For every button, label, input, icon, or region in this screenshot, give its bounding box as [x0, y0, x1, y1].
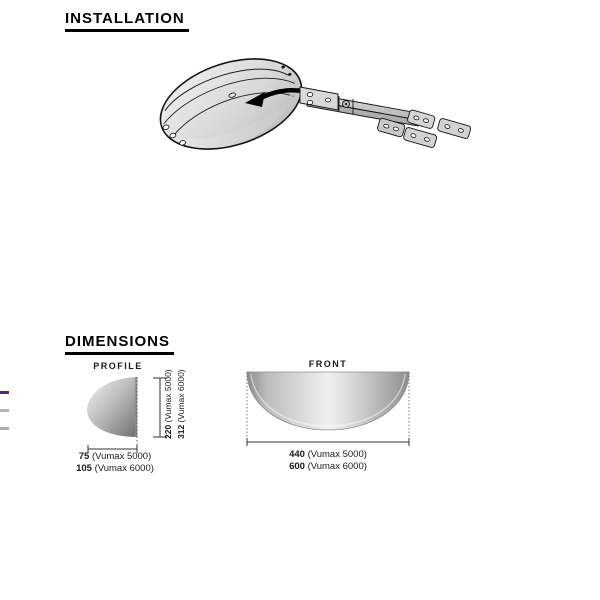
front-dome-shape [247, 372, 409, 430]
dimensions-heading: DIMENSIONS [65, 333, 174, 355]
front-label: FRONT [308, 359, 348, 369]
edge-mark-gray-1 [0, 409, 9, 412]
profile-label: PROFILE [93, 361, 143, 371]
edge-mark-purple [0, 391, 9, 394]
profile-height-label-1: 220 (Vumax 5000) [163, 369, 173, 439]
edge-mark-gray-2 [0, 427, 9, 430]
profile-depth-label-1: 75 (Vumax 5000) [78, 451, 152, 462]
profile-dome-shape [87, 377, 137, 437]
installation-illustration [140, 50, 475, 170]
front-width-label-1: 440 (Vumax 5000) [289, 449, 367, 460]
width-dimension-line [247, 438, 409, 446]
front-diagram [244, 368, 412, 450]
mirror-dome [149, 42, 313, 165]
profile-depth-labels [50, 451, 180, 474]
profile-height-label-2: 312 (Vumax 6000) [175, 369, 186, 439]
front-width-label-2: 600 (Vumax 6000) [289, 460, 367, 472]
profile-depth-label-2: 105 (Vumax 6000) [76, 462, 154, 474]
front-width-labels [244, 449, 412, 472]
profile-height-labels [162, 371, 188, 439]
installation-heading: INSTALLATION [65, 10, 189, 32]
